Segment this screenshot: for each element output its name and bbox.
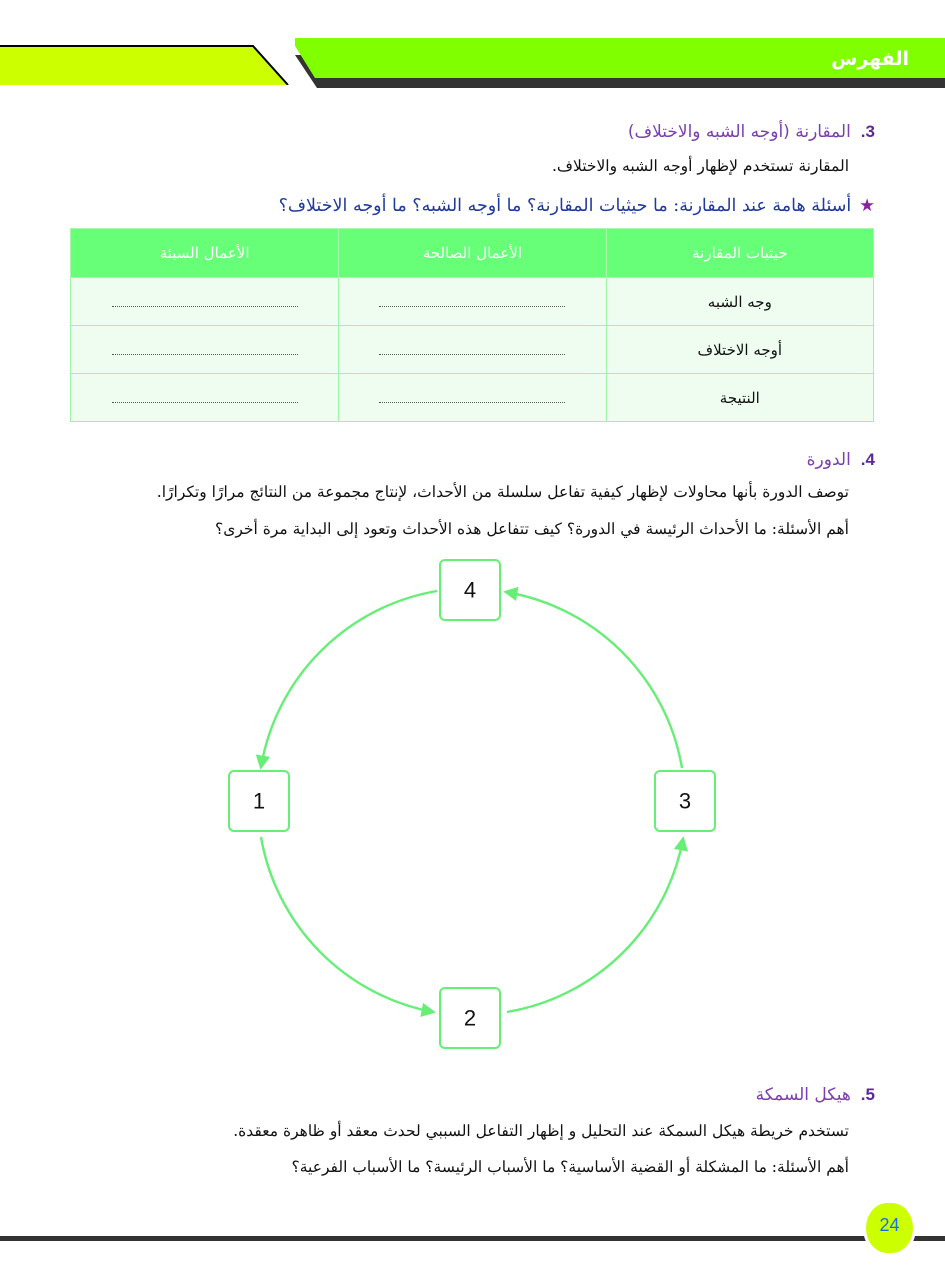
arrow-1-to-2	[261, 837, 433, 1012]
section-3-description: المقارنة تستخدم لإظهار أوجه الشبه والاختلاف.	[551, 157, 849, 175]
table-header-bad-deeds: الأعمال السيئة	[71, 229, 339, 278]
header-left-band	[0, 45, 290, 85]
dotted-line	[112, 392, 298, 403]
bad-deeds-blank[interactable]	[71, 278, 339, 326]
table-header-row	[71, 229, 874, 278]
table-row	[71, 278, 874, 326]
dotted-line	[379, 296, 565, 307]
section-3-questions-text: أسئلة هامة عند المقارنة: ما حيثيات المقارنة؟ ما أوجه الشبه؟ ما أوجه الاختلاف؟	[278, 196, 852, 216]
cycle-node-2	[440, 988, 500, 1048]
good-deeds-blank[interactable]	[339, 278, 606, 326]
cycle-diagram	[0, 550, 945, 1060]
node-1-label: 1	[252, 788, 266, 814]
page-number: 24	[879, 1215, 900, 1235]
row-label: النتيجة	[606, 374, 873, 422]
section-5-questions: أهم الأسئلة: ما المشكلة أو القضية الأساسية؟ ما الأسباب الرئيسة؟ ما الأسباب الفرعية؟	[291, 1158, 849, 1176]
section-4-questions: أهم الأسئلة: ما الأحداث الرئيسة في الدورة؟ كيف تتفاعل هذه الأحداث وتعود إلى البداية مرة أخرى؟	[214, 520, 849, 538]
section-3-number: 3.	[860, 122, 875, 141]
row-label: وجه الشبه	[606, 278, 873, 326]
comparison-table	[70, 228, 874, 422]
bad-deeds-blank[interactable]	[71, 374, 339, 422]
arrow-3-to-4	[506, 592, 682, 768]
good-deeds-blank[interactable]	[339, 374, 606, 422]
section-5-title: هيكل السمكة	[755, 1085, 851, 1105]
cycle-node-1	[229, 771, 289, 831]
cycle-node-4	[440, 560, 500, 620]
section-4-title: الدورة	[806, 450, 851, 470]
row-label: أوجه الاختلاف	[606, 326, 873, 374]
dotted-line	[379, 344, 565, 355]
section-5-description: تستخدم خريطة هيكل السمكة عند التحليل و إظهار التفاعل السببي لحدث معقد أو ظاهرة معقدة.	[233, 1122, 849, 1140]
table-row	[71, 374, 874, 422]
good-deeds-blank[interactable]	[339, 326, 606, 374]
arrow-2-to-3	[507, 839, 683, 1012]
section-3-questions	[279, 196, 875, 216]
node-2-label: 2	[463, 1005, 477, 1031]
section-3-title: المقارنة (أوجه الشبه والاختلاف)	[627, 122, 851, 142]
footer-rule	[0, 1236, 945, 1241]
cycle-node-3	[655, 771, 715, 831]
section-5-number: 5.	[860, 1085, 875, 1104]
dotted-line	[379, 392, 565, 403]
section-4-heading	[807, 450, 875, 470]
dotted-line	[112, 344, 298, 355]
star-icon: ★	[859, 196, 875, 216]
table-header-good-deeds: الأعمال الصالحة	[339, 229, 606, 278]
section-5-heading	[756, 1085, 875, 1105]
header-title: الفهرس	[831, 48, 909, 70]
table-header-aspect: حيثيات المقارنة	[606, 229, 873, 278]
arrow-4-to-1	[261, 591, 437, 767]
section-3-heading	[628, 122, 875, 142]
section-4-number: 4.	[860, 450, 875, 469]
bad-deeds-blank[interactable]	[71, 326, 339, 374]
node-3-label: 3	[678, 788, 692, 814]
table-row	[71, 326, 874, 374]
section-4-description: توصف الدورة بأنها محاولات لإظهار كيفية تفاعل سلسلة من الأحداث، لإنتاج مجموعة من النتائج مرارًا وتكرارًا.	[156, 483, 849, 501]
dotted-line	[112, 296, 298, 307]
node-4-label: 4	[463, 577, 477, 603]
